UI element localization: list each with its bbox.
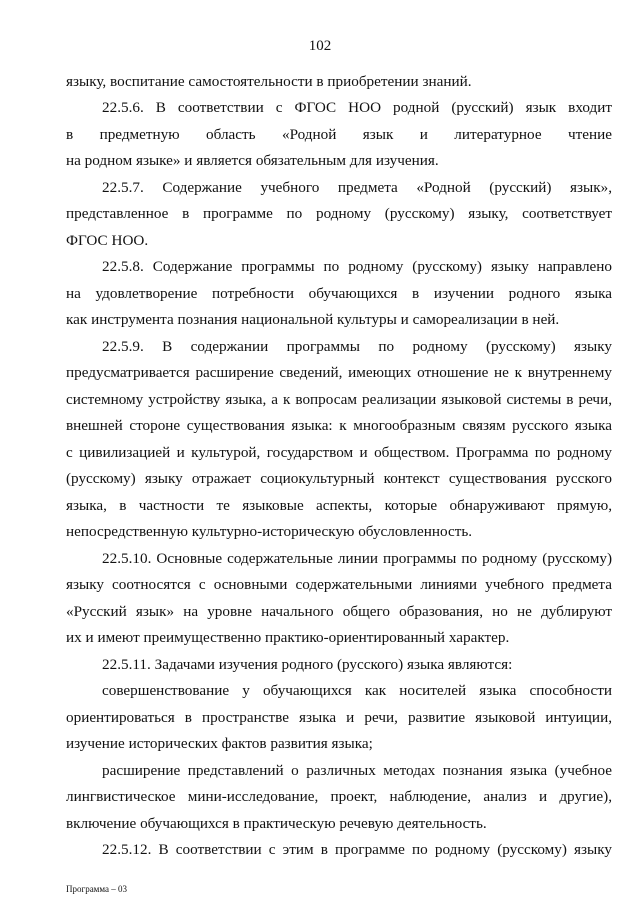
text-line: на удовлетворение потребности обучающихся в изучении родного языка — [66, 285, 612, 302]
text-line: языку, воспитание самостоятельности в приобретении знаний. — [66, 73, 472, 90]
text-line: 22.5.9. В содержании программы по родному (русскому) языку — [102, 338, 612, 355]
text-line: их и имеют преимущественно практико-ориентированный характер. — [66, 629, 510, 646]
text-line: «Русский язык» на уровне начального общего образования, но не дублируют — [66, 603, 612, 620]
text-line: представленное в программе по родному (русскому) языку, соответствует — [66, 205, 612, 222]
text-line: 22.5.12. В соответствии с этим в программе по родному (русскому) языку — [102, 841, 612, 858]
text-line: внешней стороне существования языка: к многообразным связям русского языка — [66, 417, 612, 434]
text-line: с цивилизацией и культурой, государством и обществом. Программа по родному — [66, 444, 612, 461]
text-line: непосредственную культурно-историческую обусловленность. — [66, 523, 473, 540]
text-line: языка, в частности те языковые аспекты, которые обнаруживают прямую, — [66, 497, 612, 514]
text-line: изучение исторических фактов развития языка; — [66, 735, 373, 752]
page-footer: Программа – 03 — [66, 884, 128, 894]
text-line: лингвистическое мини-исследование, проект, наблюдение, анализ и другие), — [66, 788, 612, 805]
text-line: системному устройству языка, а к вопросам реализации языковой системы в речи, — [66, 391, 612, 408]
text-line: 22.5.7. Содержание учебного предмета «Родной (русский) язык», — [102, 179, 612, 196]
text-line: 22.5.11. Задачами изучения родного (русского) языка являются: — [102, 656, 513, 673]
text-line: (русскому) языку отражает социокультурный контекст существования русского — [66, 470, 612, 487]
text-line: включение обучающихся в практическую речевую деятельность. — [66, 815, 487, 832]
text-line: на родном языке» и является обязательным для изучения. — [66, 152, 439, 169]
text-line: ФГОС НОО. — [66, 232, 149, 249]
text-line: ориентироваться в пространстве языка и речи, развитие языковой интуиции, — [66, 709, 612, 726]
text-line: предусматривается расширение сведений, имеющих отношение не к внутреннему — [66, 364, 612, 381]
text-line: расширение представлений о различных методах познания языка (учебное — [102, 762, 612, 779]
text-line: совершенствование у обучающихся как носителей языка способности — [102, 682, 612, 699]
text-line: как инструмента познания национальной культуры и самореализации в ней. — [66, 311, 560, 328]
text-line: 22.5.8. Содержание программы по родному (русскому) языку направлено — [102, 258, 612, 275]
text-line: 22.5.10. Основные содержательные линии программы по родному (русскому) — [102, 550, 612, 567]
text-line: языку соотносятся с основными содержательными линиями учебного предмета — [66, 576, 612, 593]
text-line: 22.5.6. В соответствии с ФГОС НОО родной (русский) язык входит — [102, 99, 612, 116]
page-number: 102 — [308, 38, 332, 54]
text-line: в предметную область «Родной язык и литературное чтение — [66, 126, 612, 143]
